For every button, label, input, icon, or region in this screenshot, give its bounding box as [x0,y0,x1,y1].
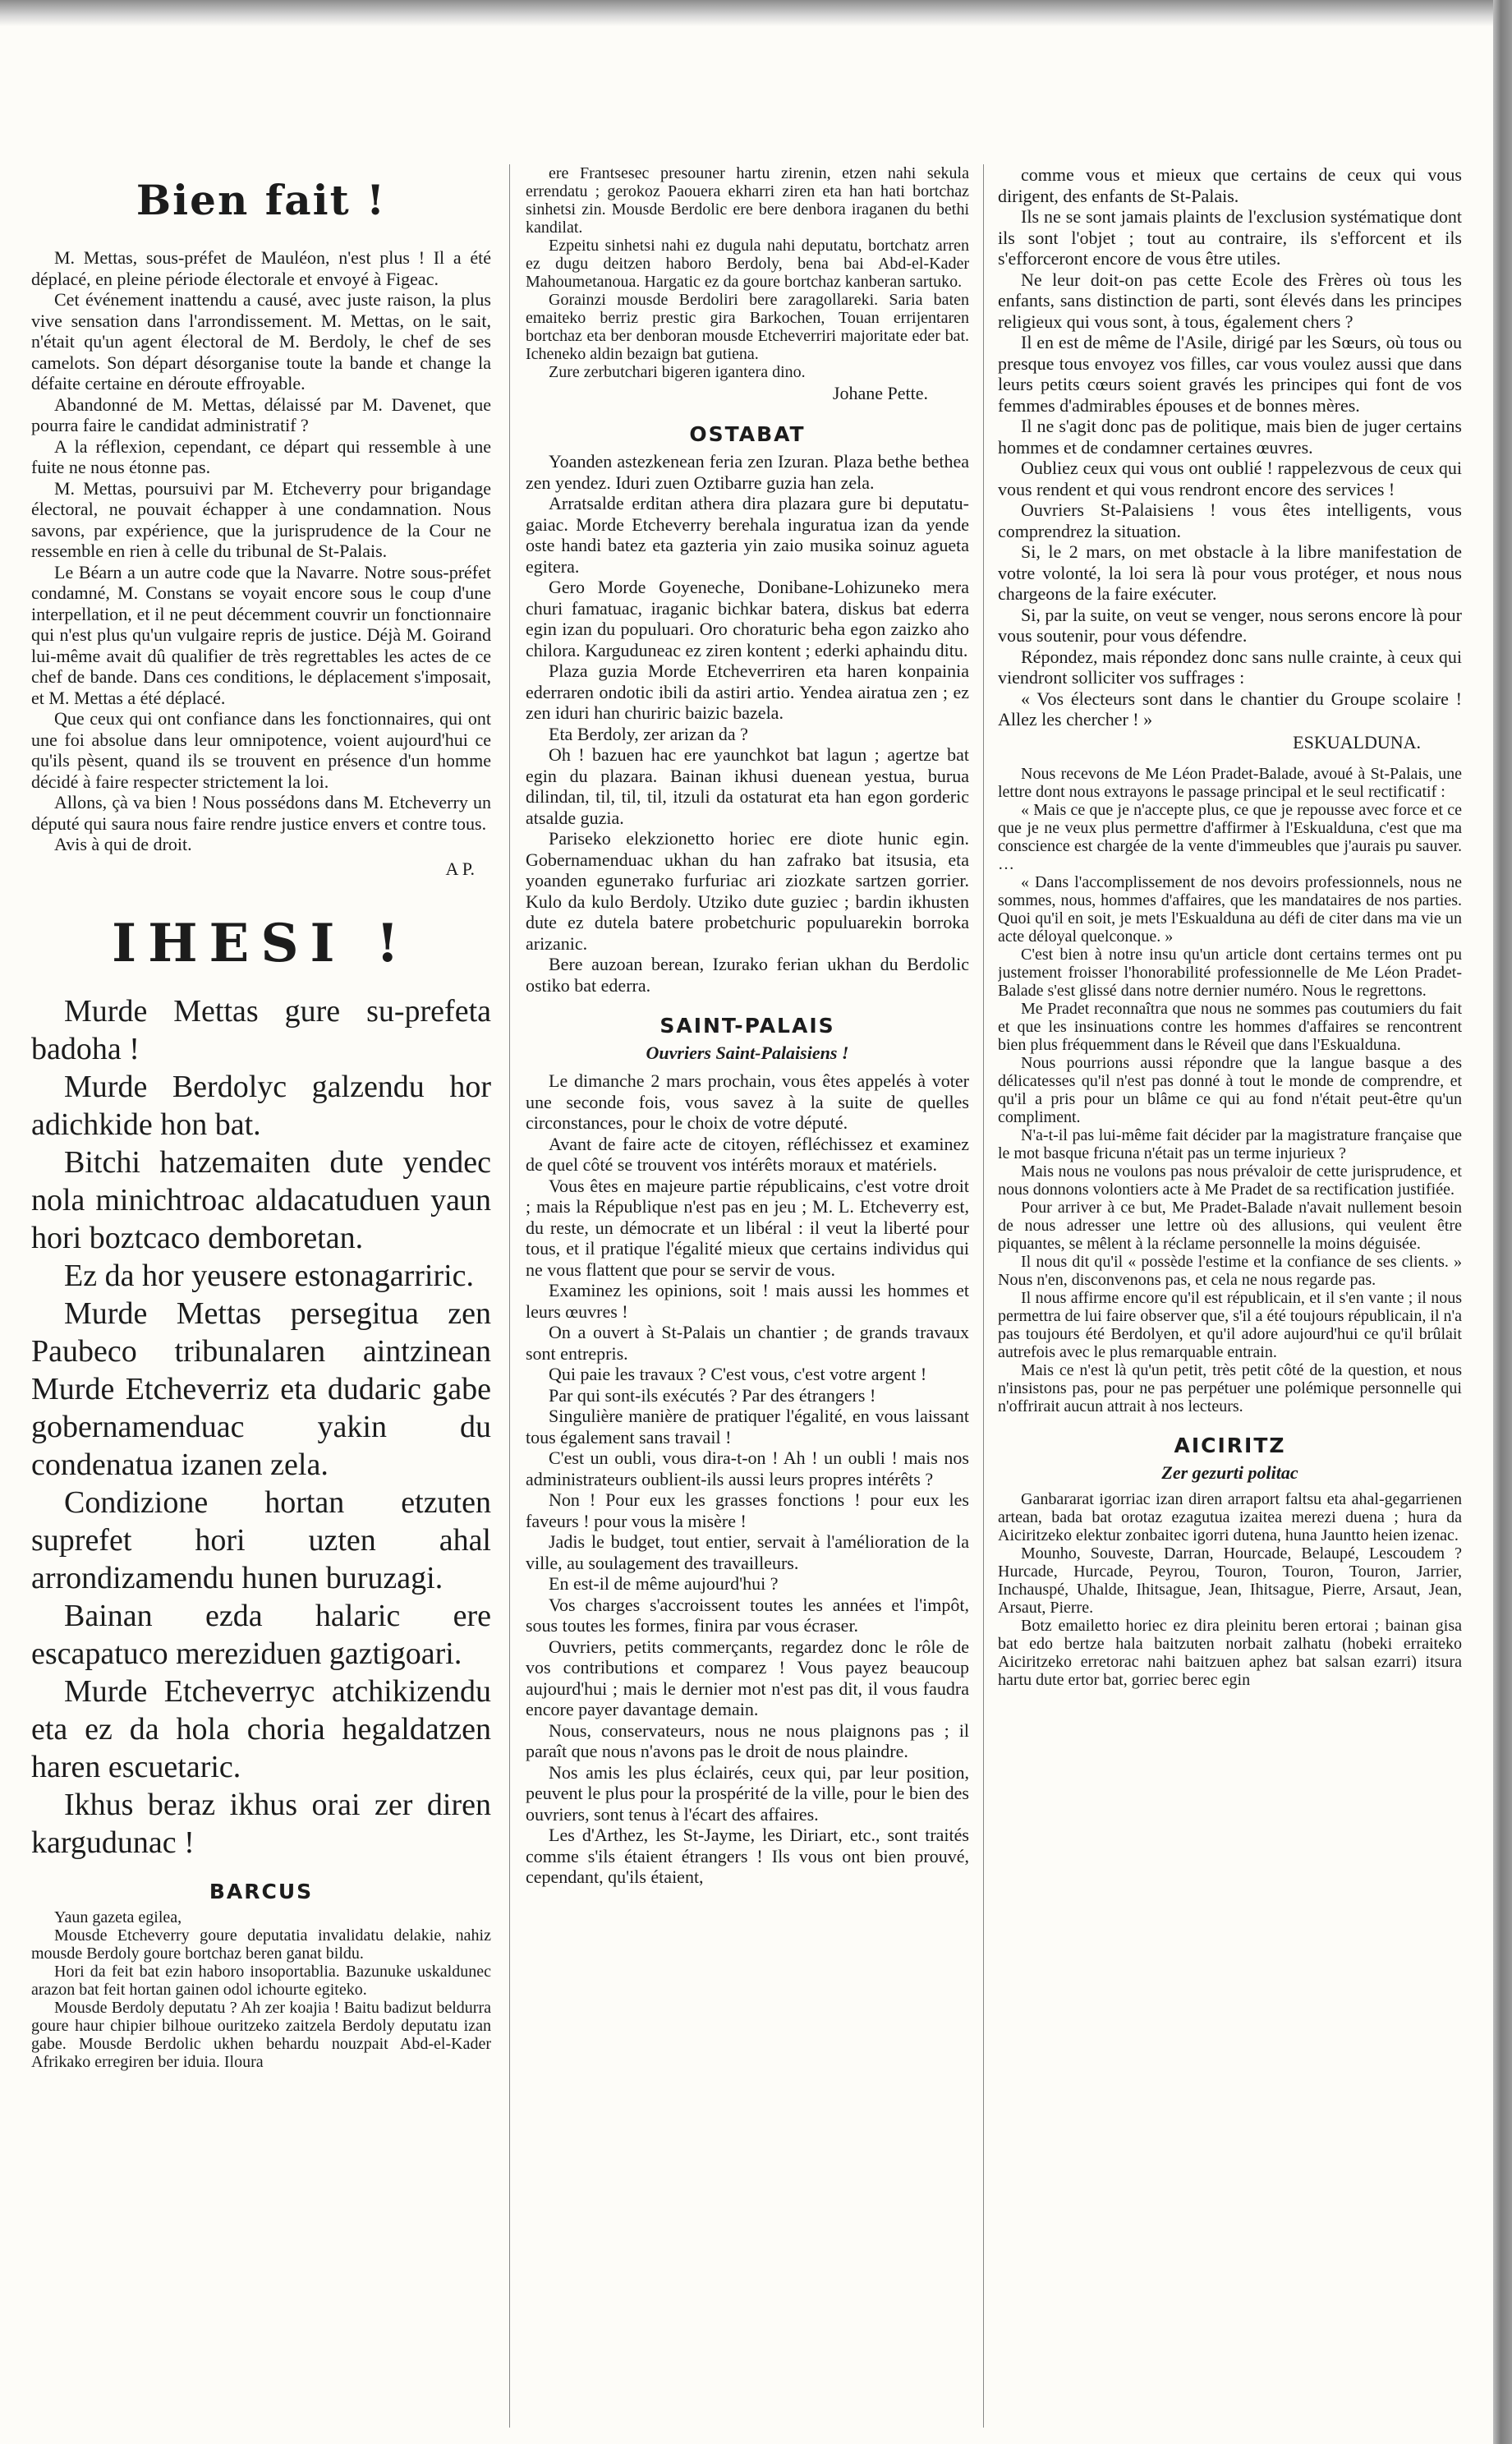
paragraph: Ezpeitu sinhetsi nahi ez dugula nahi deputatu, bortchatz arren ez dugu deitzen haboro Berdoly, bena bai Abd-el-Kader Mahoumetanoua. Hargatic ez da goure bortchaz kanberan sartuko. [526,237,969,291]
article-continued-body [526,164,969,381]
article-title-ihesi: IHESI ! [112,912,411,974]
paragraph: Nous, conservateurs, nous ne nous plaignons pas ; il paraît que nous n'avons pas le droit de nous plaindre. [526,1719,969,1761]
paragraph: Allons, çà va bien ! Nous possédons dans M. Etcheverry un député qui saura nous faire rendre justice envers et contre tous. [31,792,491,834]
article-ihesi-body [31,992,491,1862]
paragraph: Mousde Etcheverry goure deputatia invalidatu delakie, nahiz mousde Berdoly goure bortchaz beren ganat bildu. [31,1926,491,1963]
paragraph: « Dans l'accomplissement de nos devoirs professionnels, nous ne sommes, nous, hommes d'affaires, que les mandataires de nos parties. Quoi qu'il en soit, je mets l'Eskualduna au défi de citer dans ma vie un acte déloyal quelconque. » [998,872,1462,946]
paragraph: Yaun gazeta egilea, [54,1908,182,1926]
paragraph: On a ouvert à St-Palais un chantier ; de grands travaux sont entrepris. [526,1322,969,1364]
paragraph: Eta Berdoly, zer arizan da ? [549,723,748,744]
paragraph: « Vos électeurs sont dans le chantier du Groupe scolaire ! Allez les chercher ! » [998,688,1462,730]
paragraph: Vos charges s'accroissent toutes les années et l'impôt, sous toutes les formes, finira par vous écraser. [526,1594,969,1636]
section-title-saint-palais: SAINT-PALAIS [659,1014,835,1038]
paragraph: Jadis le budget, tout entier, servait à l'amélioration de la ville, au soulagement des travailleurs. [526,1531,969,1573]
paragraph: Il ne s'agit donc pas de politique, mais bien de juger certains hommes et de condamner certaines œuvres. [998,416,1462,458]
paragraph: Nos amis les plus éclairés, ceux qui, par leur position, peuvent le plus pour la prospérité de la ville, pour le bien des ouvriers, sont tenus à l'écart des affaires. [526,1761,969,1825]
column-rule-1 [509,164,510,2428]
paragraph: A la réflexion, cependant, ce départ qui ressemble à une fuite ne nous étonne pas. [31,435,491,477]
article-ostabat-body [526,451,969,996]
column-1 [31,164,491,2444]
paragraph: C'est bien à notre insu qu'un article dont certains termes ont pu justement froisser l'honorabilité professionnelle de Me Léon Pradet-Balade s'est glissé dans notre dernier numéro. Nous le regrettons. [998,945,1462,1000]
paragraph: Pour arriver à ce but, Me Pradet-Balade n'avait nullement besoin de nous adresser une lettre où des allusions, qui veulent être piquantes, se mêlent à la réclame personnelle la moins déguisée. [998,1198,1462,1253]
paragraph: Murde Mettas gure su-prefeta badoha ! [31,993,491,1066]
article-signature: A P. [445,858,475,879]
paragraph: Le Béarn a un autre code que la Navarre. Notre sous-préfet condamné, M. Constans se voyait encore sous le coup d'une interpellation, et il ne peut décemment couvrir un fonctionnaire qui n'est plus qu'un vulgaire repris de justice. Déjà M. Goirand lui-même avait dû qualifier de très regrettables les actes de ce chef de bande. Dans ces conditions, le déplacement s'imposait, et M. Mettas a été déplacé. [31,561,491,708]
paragraph: Le dimanche 2 mars prochain, vous êtes appelés à voter une seconde fois, vous savez à la suite de quelles circonstances, pour le choix de votre député. [526,1070,969,1133]
section-title-aiciritz: AICIRITZ [1174,1433,1286,1457]
paragraph: Si, le 2 mars, on met obstacle à la libre manifestation de votre volonté, la loi sera là pour vous protéger, et nous nous chargeons de la faire exécuter. [998,541,1462,604]
paragraph: Singulière manière de pratiquer l'égalité, en vous laissant tous également sans travail ! [526,1406,969,1448]
paragraph: N'a-t-il pas lui-même fait décider par la magistrature française que le mot basque fricuna n'était pas un terme injurieux ? [998,1125,1462,1162]
paragraph: Mais ce n'est là qu'un petit, très petit côté de la question, et nous n'insistons pas, pour ne pas perpétuer une polémique personnelle qui n'offrirait aucun attrait à nos lecteurs. [998,1360,1462,1415]
paragraph: Pariseko elekzionetto horiec ere diote hunic egin. Gobernamenduac ukhan du han zafrako bat itsusia, eta yoanden eguneтako furfuriac ari ziozkate sartzen gorrier. Kulo da kulo Berdoly. Utziko dute guziec ; bardin ikhusten dute ez dutela batere probetchuric populuarekin borroka arizanic. [526,828,969,954]
section-title-ostabat: OSTABAT [689,422,806,446]
article-aiciritz-body [998,1490,1462,1689]
paragraph: Plaza guzia Morde Etcheverriren eta haren konpainia ederraren ondotic ibili da astiri artio. Yendea airatua zen ; ez zen iduri han churiric baizic bazela. [526,660,969,723]
section-subtitle-ouvriers: Ouvriers Saint-Palaisiens ! [646,1042,849,1063]
paragraph: Oh ! bazuen hac ere yaunchkot bat lagun ; agertze bat egin du plazara. Bainan ikhusi duenean yestua, burua dilindan, til, til, til, itzuli da ostaturat eta han egon gorderic atsalde guzia. [526,744,969,828]
paragraph: Si, par la suite, on veut se venger, nous serons encore là pour vous soutenir, pour vous défendre. [998,604,1462,646]
paragraph: Avant de faire acte de citoyen, réfléchissez et examinez de quel côté se trouvent vos intérêts moraux et matériels. [526,1133,969,1175]
column-rule-2 [983,164,984,2428]
paragraph: Yoanden astezkenean feria zen Izuran. Plaza bethe bethea zen yendez. Iduri zuen Oztibarre guzia han zela. [526,451,969,493]
paragraph: Botz emailetto horiec ez dira pleinitu beren ertorai ; bainan gisa bat edo bertze hala baitzuten norbait zalhatu (hobeki erraiteko Aiciritzeko erretorac nahi baitzuen aphez bat salsan ezarri) itsura hartu dute ertor bat, gorriec berec egin [998,1616,1462,1689]
paragraph: Nous recevons de Me Léon Pradet-Balade, avoué à St-Palais, une lettre dont nous extrayons le passage principal et le seul rectificatif : [998,764,1462,801]
paragraph: Murde Etcheverryc atchikizendu eta ez da hola choria hegaldatzen haren escuetaric. [31,1673,491,1784]
paragraph: Oubliez ceux qui vous ont oublié ! rappelezvous de ceux qui vous rendent et qui vous rendront encore des services ! [998,458,1462,499]
paragraph: Cet événement inattendu a causé, avec juste raison, la plus vive sensation dans l'arrondissement. M. Mettas, on le sait, n'était qu'un agent électoral de M. Berdoly, le chef de ses camelots. Son départ désorganise toute la bande et change la défaite certaine en déroute effroyable. [31,289,491,394]
article-saint-palais-continued [998,164,1462,730]
paragraph: Qui paie les travaux ? C'est vous, c'est votre argent ! [549,1364,927,1384]
paragraph: Mais nous ne voulons pas nous prévaloir de cette jurisprudence, et nous donnons volontiers acte à Me Pradet de sa rectification justifiée. [998,1162,1462,1199]
paragraph: Ikhus beraz ikhus orai zer diren kargudunac ! [31,1787,491,1860]
article-barcus-body [31,1908,491,2071]
paragraph: Me Pradet reconnaîtra que nous ne sommes pas coutumiers du fait et que les insinuations contre les hommes d'affaires se rencontrent bien plus fréquemment dans le Réveil que dans l'Eskualduna. [998,999,1462,1054]
paragraph: M. Mettas, poursuivi par M. Etcheverry pour brigandage électoral, ne pouvait échapper à une condamnation. Nous savons, par expérience, que la jurisprudence de la Cour ne ressemble en rien à celle du tribunal de St-Palais. [31,477,491,561]
column-3 [998,164,1462,2444]
section-title-barcus: BARCUS [209,1879,314,1903]
paragraph: Ils ne se sont jamais plaints de l'exclusion systématique dont ils sont l'objet ; tout au contraire, ils s'efforcent et ils s'efforceront encore de vous être utiles. [998,206,1462,269]
paragraph: comme vous et mieux que certains de ceux qui vous dirigent, des enfants de St-Palais. [998,164,1462,206]
paragraph: Murde Berdolyc galzendu hor adichkide hon bat. [31,1069,491,1142]
paragraph: Ganbararat igorriac izan diren arraport faltsu eta ahal-gegarrienen artean, bada bat orotaz ezagutua izaitea merezi duena ; hura da Aiciritzeko elektur zonbaitec igorri dutena, huna Jauntto heien izenac. [998,1489,1462,1544]
article-title-bien-fait: Bien fait ! [136,176,387,224]
paragraph: En est-il de même aujourd'hui ? [549,1573,779,1594]
paragraph: Murde Mettas persegitua zen Paubeco tribunalaren aintzinean Murde Etcheverriz eta dudaric gabe gobernamenduac yakin du condenatua izanen zela. [31,1296,491,1482]
paragraph: Par qui sont-ils exécutés ? Par des étrangers ! [549,1384,876,1406]
paragraph: Que ceux qui ont confiance dans les fonctionnaires, qui ont une foi absolue dans leur omnipotence, voient aujourd'hui ce qu'ils pèsent, quand ils se trouvent en présence d'un homme décidé à faire respecter strictement la loi. [31,708,491,792]
paragraph: Mousde Berdoly deputatu ? Ah zer koajia ! Baitu badizut beldurra goure haur chipier bilhoue ouritzeko zaitzela Berdoly deputatu izan gabe. Mousde Berdolic ukhen behardu nouzpait Abd-el-Kader Afrikako erregiren ber iduia. Iloura [31,1998,491,2071]
paragraph: Nous pourrions aussi répondre que la langue basque a des délicatesses qu'il n'est pas donné à tout le monde de comprendre, et qu'il a pris pour un blâme ce qui au fond n'était peut-être qu'un compliment. [998,1053,1462,1126]
paragraph: Bitchi hatzemaiten dute yendec nola minichtroac aldacatuduen yaun hori boztcaco demboretan. [31,1144,491,1255]
paragraph: ere Frantsesec presouner hartu zirenin, etzen nahi sekula errendatu ; gerokoz Paouera ekharri ziren eta han hati bortchaz sinhetsi zin. Mousde Berdolic ere bere denbora iraganen du bethi kandilat. [526,164,969,237]
paragraph: Vous êtes en majeure partie républicains, c'est votre droit ; mais la République n'est pas en jeu ; M. L. Etcheverry est, du reste, un démocrate et un libéral : il veut la liberté pour tous, et il pratique l'égalité mieux que certains individus qui ne vous flattent que pour se servir de vous. [526,1175,969,1280]
paragraph: Ouvriers St-Palaisiens ! vous êtes intelligents, vous comprendrez la situation. [998,499,1462,541]
paragraph: Ez da hor yeusere estonagarriric. [64,1258,475,1293]
paragraph: Condizione hortan etzuten suprefet hori uzten ahal arrondizamendu hunen buruzagi. [31,1484,491,1595]
paragraph: Bainan ezda halaric ere escapatuco mereziduen gaztigoari. [31,1598,491,1671]
paragraph: Non ! Pour eux les grasses fonctions ! pour eux les faveurs ! pour vous la misère ! [526,1489,969,1531]
paragraph: Hori da feit bat ezin haboro insoportablia. Bazunuke uskaldunec arazon bat feit hortan gainen odol ichourte egiteko. [31,1962,491,1999]
paragraph: Répondez, mais répondez donc sans nulle crainte, à ceux qui viendront solliciter vos suffrages : [998,646,1462,688]
article-signature: Johane Pette. [832,383,928,403]
article-bien-fait-body [31,247,491,855]
paragraph: Les d'Arthez, les St-Jayme, les Diriart, etc., sont traités comme s'ils étaient étrangers ! Ils vous ont bien prouvé, cependant, qu'ils étaient, [526,1825,969,1887]
article-signature: ESKUALDUNA. [1293,731,1421,753]
paragraph: Il nous dit qu'il « possède l'estime et la confiance de ses clients. » Nous n'en, disconvenons pas, et cela ne nous regarde pas. [998,1252,1462,1289]
article-pradet-balade-body [998,765,1462,1415]
paragraph: Ne leur doit-on pas cette Ecole des Frères où tous les enfants, sans distinction de parti, sont élevés dans les principes religieux qui vous sont, à tous, également chers ? [998,269,1462,332]
article-saint-palais-body [526,1070,969,1888]
paragraph: Abandonné de M. Mettas, délaissé par M. Davenet, que pourra faire le candidat administratif ? [31,394,491,435]
paragraph: M. Mettas, sous-préfet de Mauléon, n'est plus ! Il a été déplacé, en pleine période électorale et envoyé à Figeac. [31,247,491,289]
section-subtitle-aiciritz: Zer gezurti politac [1161,1461,1298,1483]
paragraph: Examinez les opinions, soit ! mais aussi les hommes et leurs œuvres ! [526,1280,969,1322]
paragraph: Bere auzoan berean, Izurako ferian ukhan du Berdolic ostiko bat ederra. [526,954,969,996]
paragraph: Avis à qui de droit. [54,834,192,854]
column-2 [526,164,969,2444]
scan-shadow-top [0,0,1512,26]
paragraph: Il en est de même de l'Asile, dirigé par les Sœurs, où tous ou presque tous envoyez vos filles, car vous voulez aussi que dans leurs petits cœurs soient gravés les principes qui font de vos femmes d'admirables épouses et de bonnes mères. [998,332,1462,416]
paragraph: Arratsalde erditan athera dira plazara gure bi deputatu-gaiac. Morde Etcheverry berehala inguratua izan da yende oste handi batez eta gazteria yin zaio musika soinuz agueta egitera. [526,493,969,577]
paragraph: Gero Morde Goyeneche, Donibane-Lohizuneko mera churi famatuac, iraganic bichkar batera, diskus bat ederra egin izan du populuari. Oro choraturic beha egon zaizko aho chilora. Karguduneac ez ziren kontent ; ederki aphaindu ditu. [526,577,969,660]
paragraph: « Mais ce que je n'accepte plus, ce que je repousse avec force et ce que je ne veux plus permettre d'affirmer à l'Eskualduna, c'est que ma conscience est chargée de la vente d'immeubles que j'aurais pu sauver. … [998,800,1462,873]
paragraph: C'est un oubli, vous dira-t-on ! Ah ! un oubli ! mais nos administrateurs oublient-ils aussi leurs propres intérêts ? [526,1448,969,1489]
paragraph: Mounho, Souveste, Darran, Hourcade, Belaupé, Lescoudem ? Hurcade, Hurcade, Peyrou, Touron, Touron, Touron, Jarrier, Inchauspé, Uhalde, Ihitsague, Jean, Ihitsague, Pierre, Arsaut, Jean, Arsaut, Pierre. [998,1544,1462,1617]
scan-edge-right [1493,0,1512,2444]
paragraph: Il nous affirme encore qu'il est républicain, et il s'en vante ; il nous permettra de lui faire observer que, s'il a été toujours républicain, il n'a pas toujours été Berdolyen, et qu'il adore aujourd'hui ce qu'il brûlait autrefois avec le plus remarquable entrain. [998,1288,1462,1361]
paragraph: Ouvriers, petits commerçants, regardez donc le rôle de vos contributions et comparez ! Vous payez beaucoup aujourd'hui ; mais le dernier mot n'est pas dit, il vous faudra encore payer davantage demain. [526,1636,969,1719]
paragraph: Zure zerbutchari bigeren igantera dino. [549,363,806,381]
paragraph: Gorainzi mousde Berdoliri bere zaragollareki. Saria baten emaiteko berriz prestic gira Barkochen, Touan errijentaren bortchaz eta ber denboran mousde Etcheverriri majoritate eder bat. Icheneko aldin bezaign bat gutiena. [526,291,969,363]
